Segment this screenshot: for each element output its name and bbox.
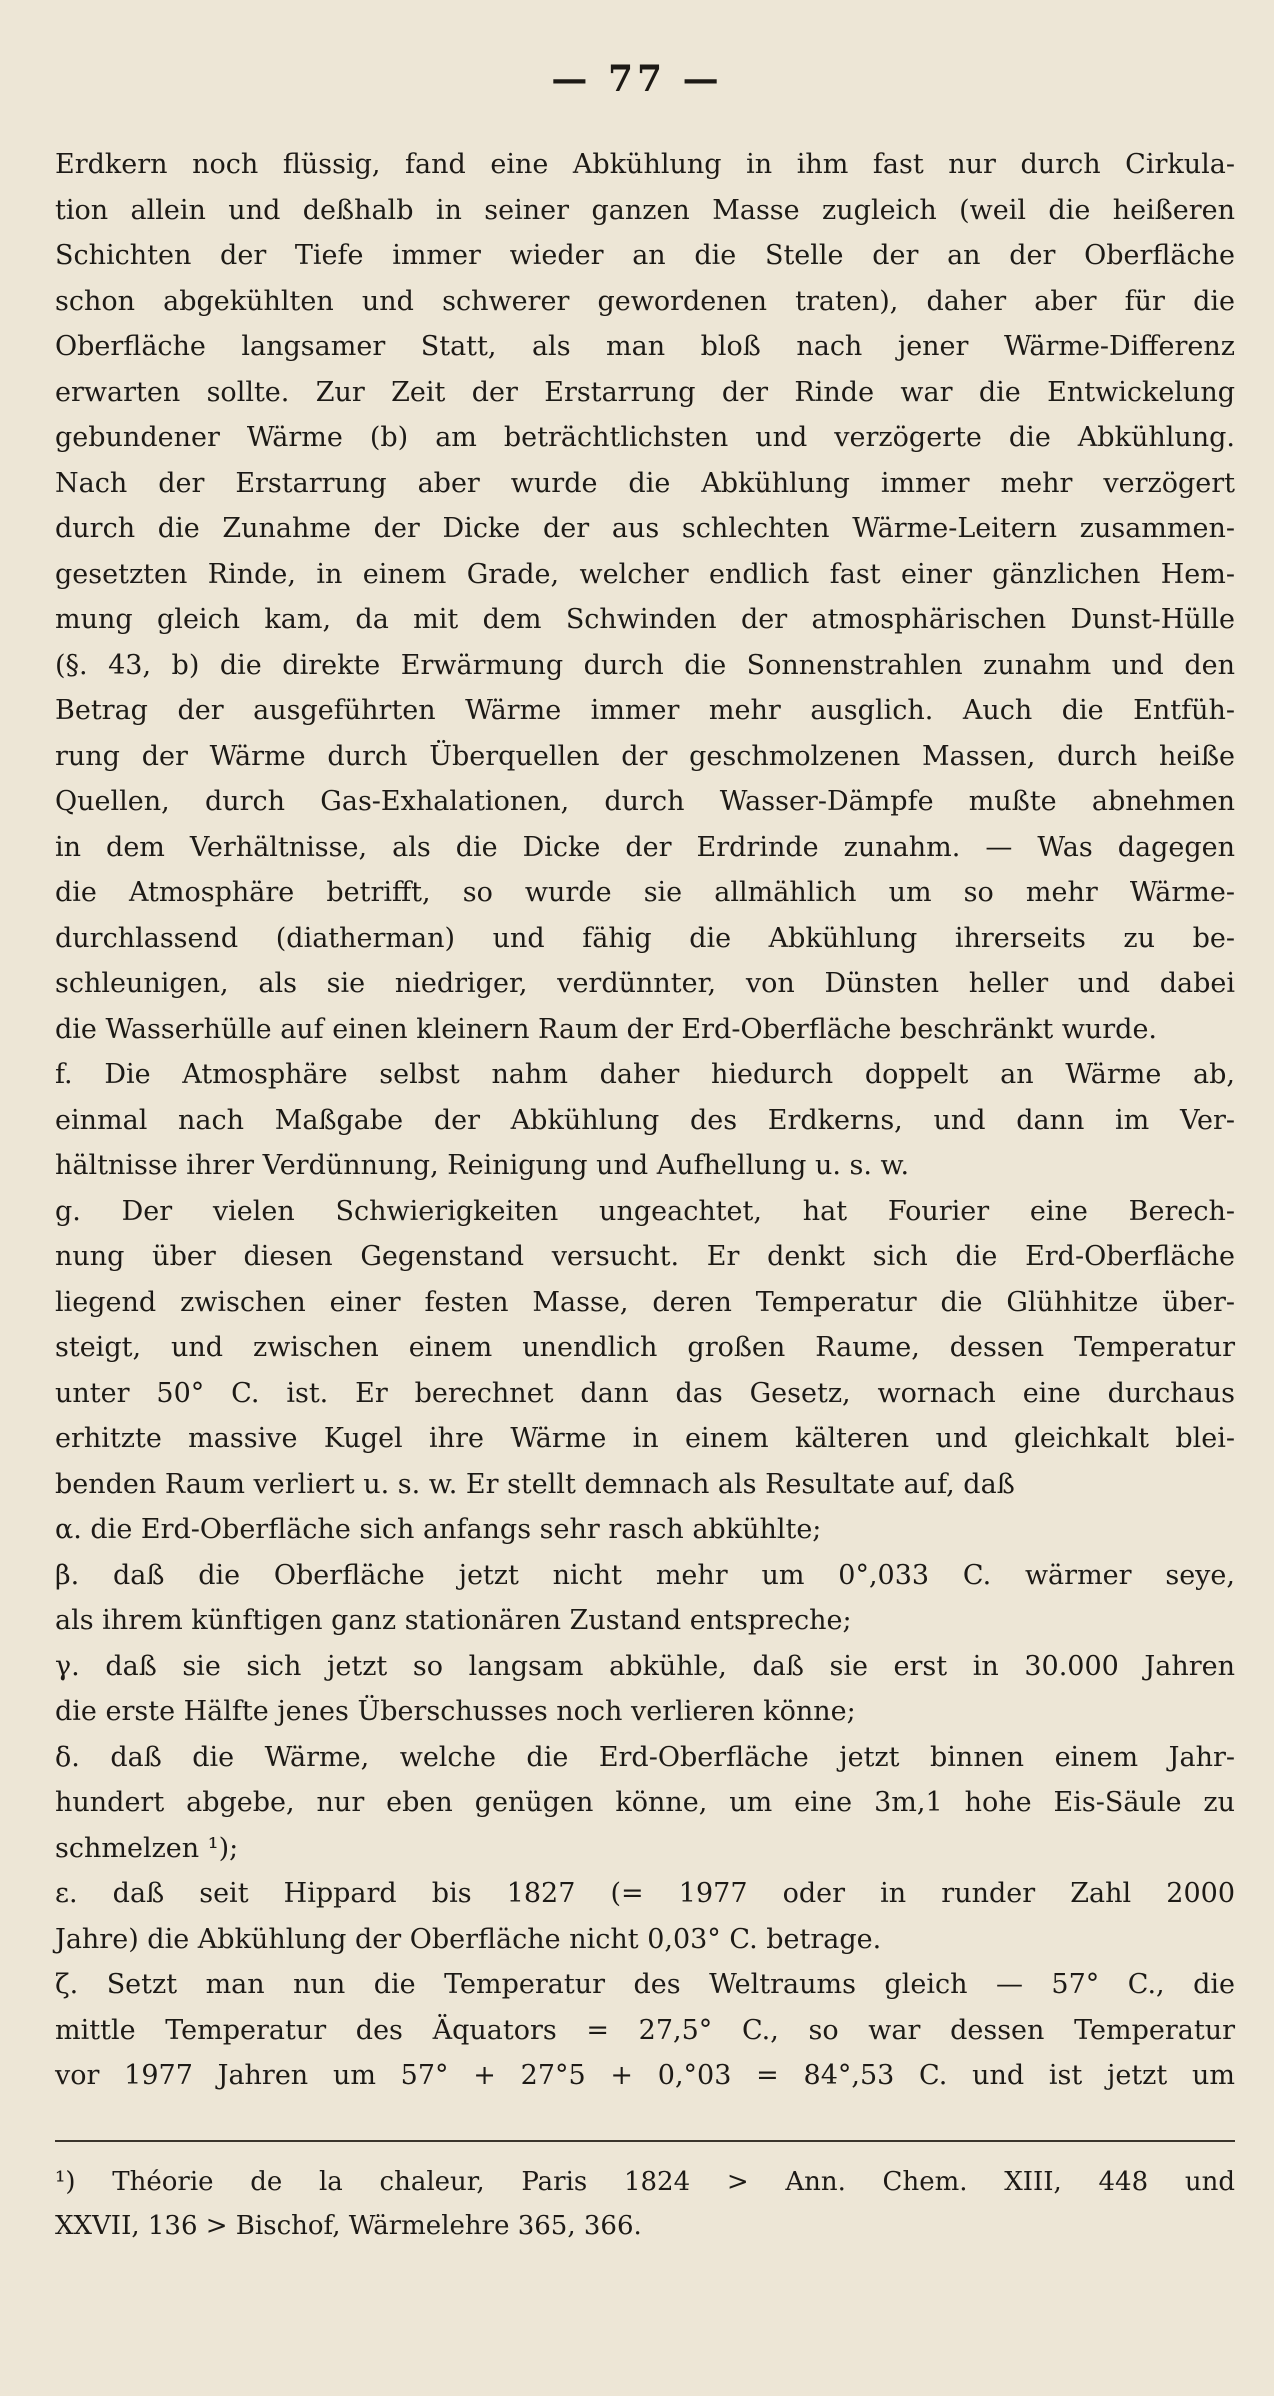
text-line: ζ. Setzt man nun die Temperatur des Weltraums gleich — 57° C., die: [55, 1969, 1235, 2000]
text-line: erhitzte massive Kugel ihre Wärme in einem kälteren und gleichkalt blei-: [55, 1423, 1235, 1454]
text-line: hältnisse ihrer Verdünnung, Reinigung und Aufhellung u. s. w.: [55, 1150, 910, 1181]
text-line: Quellen, durch Gas-Exhalationen, durch Wasser-Dämpfe mußte abnehmen: [55, 786, 1235, 817]
text-line: rung der Wärme durch Überquellen der geschmolzenen Massen, durch heiße: [55, 740, 1235, 772]
text-line: nung über diesen Gegenstand versucht. Er denkt sich die Erd-Oberfläche: [55, 1241, 1235, 1272]
text-line: durchlassend (diatherman) und fähig die Abkühlung ihrerseits zu be-: [55, 922, 1235, 954]
text-line: δ. daß die Wärme, welche die Erd-Oberfläche jetzt binnen einem Jahr-: [55, 1741, 1235, 1773]
page-number: — 77 —: [551, 58, 723, 100]
text-line: β. daß die Oberfläche jetzt nicht mehr um 0°,033 C. wärmer seye,: [55, 1559, 1235, 1591]
text-line: Betrag der ausgeführten Wärme immer mehr ausglich. Auch die Entfüh-: [55, 695, 1235, 726]
text-line: (§. 43, b) die direkte Erwärmung durch die Sonnenstrahlen zunahm und den: [55, 649, 1235, 681]
text-line: die erste Hälfte jenes Überschusses noch verlieren könne;: [55, 1696, 856, 1727]
footnotes: [55, 2160, 1235, 2248]
text-line: gesetzten Rinde, in einem Grade, welcher endlich fast einer gänzlichen Hem-: [55, 558, 1235, 590]
text-line: einmal nach Maßgabe der Abkühlung des Erdkerns, und dann im Ver-: [55, 1104, 1235, 1136]
text-line: mung gleich kam, da mit dem Schwinden der atmosphärischen Dunst-Hülle: [55, 604, 1235, 635]
text-line: Oberfläche langsamer Statt, als man bloß nach jener Wärme-Differenz: [55, 331, 1235, 362]
text-line: die Atmosphäre betrifft, so wurde sie allmählich um so mehr Wärme-: [55, 877, 1235, 908]
body-text: [55, 142, 1235, 2099]
text-line: Jahre) die Abkühlung der Oberfläche nicht 0,03° C. betrage.: [55, 1923, 882, 1955]
text-line: Erdkern noch flüssig, fand eine Abkühlung in ihm fast nur durch Cirkula-: [55, 149, 1235, 180]
text-line: f. Die Atmosphäre selbst nahm daher hiedurch doppelt an Wärme ab,: [55, 1059, 1235, 1090]
text-line: liegend zwischen einer festen Masse, deren Temperatur die Glühhitze über-: [55, 1286, 1235, 1318]
text-line: vor 1977 Jahren um 57° + 27°5 + 0,°03 = 84°,53 C. und ist jetzt um: [55, 2060, 1235, 2091]
text-line: erwarten sollte. Zur Zeit der Erstarrung der Rinde war die Entwickelung: [55, 376, 1235, 408]
text-line: Nach der Erstarrung aber wurde die Abkühlung immer mehr verzögert: [55, 467, 1235, 499]
text-line: ε. daß seit Hippard bis 1827 (= 1977 oder in runder Zahl 2000: [55, 1878, 1235, 1909]
text-line: in dem Verhältnisse, als die Dicke der Erdrinde zunahm. — Was dagegen: [55, 831, 1235, 863]
text-line: hundert abgebe, nur eben genügen könne, um eine 3m,1 hohe Eis-Säule zu: [55, 1787, 1235, 1818]
text-line: gebundener Wärme (b) am beträchtlichsten und verzögerte die Abkühlung.: [55, 422, 1235, 453]
footnote-line: ¹) Théorie de la chaleur, Paris 1824 > Ann. Chem. XIII, 448 und: [55, 2167, 1235, 2197]
text-line: die Wasserhülle auf einen kleinern Raum der Erd-Oberfläche beschränkt wurde.: [55, 1013, 1158, 1045]
text-line: Schichten der Tiefe immer wieder an die Stelle der an der Oberfläche: [55, 240, 1235, 271]
text-line: α. die Erd-Oberfläche sich anfangs sehr rasch abkühlte;: [55, 1514, 822, 1545]
text-line: als ihrem künftigen ganz stationären Zustand entspreche;: [55, 1605, 852, 1636]
text-line: mittle Temperatur des Äquators = 27,5° C., so war dessen Temperatur: [55, 2014, 1235, 2046]
text-line: schon abgekühlten und schwerer gewordenen traten), daher aber für die: [55, 285, 1235, 317]
footnote-divider: [55, 2140, 1235, 2142]
text-line: unter 50° C. ist. Er berechnet dann das Gesetz, wornach eine durchaus: [55, 1377, 1235, 1409]
footnote-line: XXVII, 136 > Bischof, Wärmelehre 365, 366.: [55, 2211, 642, 2241]
text-line: tion allein und deßhalb in seiner ganzen Masse zugleich (weil die heißeren: [55, 194, 1235, 226]
text-line: g. Der vielen Schwierigkeiten ungeachtet, hat Fourier eine Berech-: [55, 1195, 1235, 1227]
text-line: schmelzen ¹);: [55, 1832, 239, 1864]
text-line: schleunigen, als sie niedriger, verdünnter, von Dünsten heller und dabei: [55, 968, 1235, 999]
text-line: steigt, und zwischen einem unendlich großen Raume, dessen Temperatur: [55, 1332, 1235, 1363]
text-line: durch die Zunahme der Dicke der aus schlechten Wärme-Leitern zusammen-: [55, 513, 1235, 544]
text-line: γ. daß sie sich jetzt so langsam abkühle, daß sie erst in 30.000 Jahren: [55, 1650, 1235, 1682]
text-line: benden Raum verliert u. s. w. Er stellt demnach als Resultate auf, daß: [55, 1468, 1015, 1500]
